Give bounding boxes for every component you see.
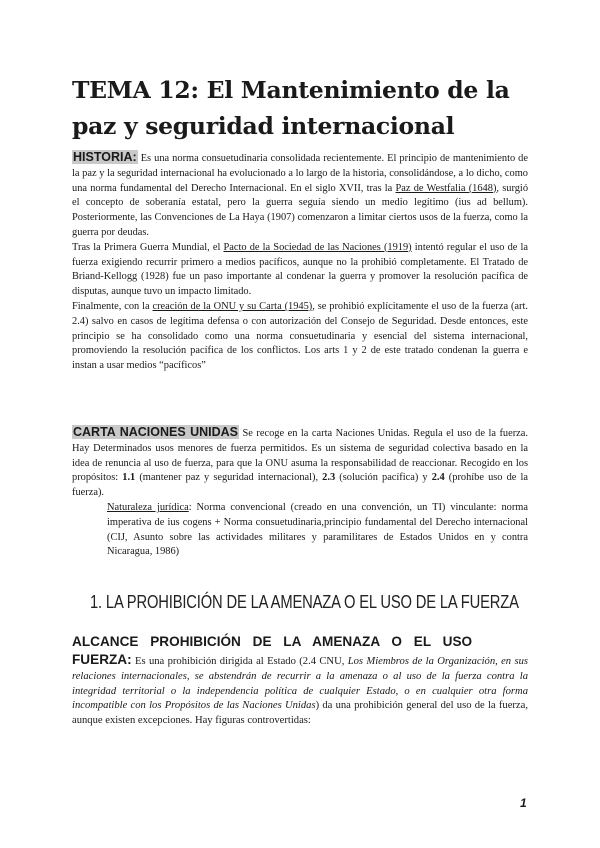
link-creacion-onu: creación de la ONU y su Carta (1945) <box>152 300 313 312</box>
page-number: 1 <box>520 796 527 810</box>
historia-paragraph-1 <box>72 150 528 241</box>
historia-text-2a: Tras la Primera Guerra Mundial, el <box>72 241 224 253</box>
historia-text-3b: , se prohibió explícitamente el uso de la fuerza (art. 2.4) salvo en casos de legítima defensa o con autorización del Consejo de Seguridad. Desde entonces, este principio se ha consolidado como una norma consuetudinaria y esencial del sistema internacional, promoviendo la resolución pacífica de los conflictos. Los arts 1 y 2 de este tratado condenan la guerra e instan a usar medios “pacíficos” <box>72 300 528 372</box>
alcance-section <box>72 653 528 729</box>
carta-text-a: Se recoge en la carta Naciones Unidas. Regula el uso de la fuerza. Hay Determinados usos menores de fuerza permitidos. Es un sistema de seguridad colectiva basado en la idea de renuncia al uso de fuerza, para que la ONU asuma la responsabilidad de reaccionar. Recogido en los propósitos: <box>72 428 529 484</box>
carta-text-c: (solución pacífica) y <box>335 472 432 484</box>
carta-bold-2-4: 2.4 <box>431 472 445 484</box>
naturaleza-juridica-text: : Norma convencional (creado en una convención, un TI) vinculante: norma imperativa de ius cogens + Norma consuetudinaria,principio fundamental del Derecho internacional (CIJ, Asunto sobre las actividades militares y paramilitares de Estados Unidos en y contra Nicaragua, 1986) <box>107 501 528 558</box>
alcance-quote: Los Miembros de la Organización, en sus relaciones internacionales, se abstendrán de recurrir a la amenaza o al uso de la fuerza contra la integridad territorial o la independencia política de cualquier Estado, o en cualquier otra forma incompatible con los Propósitos de las Naciones Unidas <box>72 656 528 712</box>
carta-paragraph <box>72 425 528 501</box>
carta-text-b: (mantener paz y seguridad internacional), <box>135 472 323 484</box>
carta-bold-1-1: 1.1 <box>122 472 136 484</box>
historia-section <box>72 150 528 374</box>
historia-text-1: Es una norma consuetudinaria consolidada recientemente. El principio de mantenimiento de la paz y la seguridad internacional ha evolucionado a lo largo de la historia, consolidándose, a lo dicho, como una norma fundamental del Derecho Internacional. En el siglo XVII, tras la <box>72 153 528 194</box>
alcance-text-2: ) da una prohibición general del uso de la fuerza, aunque existen excepciones. Hay figuras controvertidas: <box>72 700 528 727</box>
page-title: TEMA 12: El Mantenimiento de la paz y seguridad internacional <box>72 76 510 140</box>
alcance-paragraph <box>72 653 528 729</box>
naturaleza-juridica-paragraph <box>72 501 528 560</box>
link-paz-westfalia: Paz de Westfalia (1648) <box>395 182 497 194</box>
section-heading: 1. LA PROHIBICIÓN DE LA AMENAZA O EL USO DE LA FUERZA <box>90 592 519 612</box>
historia-label: HISTORIA: <box>73 150 137 164</box>
alcance-lead: FUERZA: <box>72 652 132 667</box>
historia-text-3a: Finalmente, con la <box>72 300 153 312</box>
carta-text-d: (prohíbe uso de la fuerza). <box>72 472 528 499</box>
carta-bold-2-3: 2.3 <box>322 472 336 484</box>
historia-paragraph-3 <box>72 300 528 374</box>
link-pacto-sociedad-naciones: Pacto de la Sociedad de las Naciones (1919) <box>223 241 412 253</box>
naturaleza-juridica-label: Naturaleza jurídica <box>107 501 189 513</box>
historia-paragraph-2 <box>72 241 528 300</box>
carta-section <box>72 425 528 560</box>
alcance-text-1: Es una prohibición dirigida al Estado (2.4 CNU, <box>131 656 348 667</box>
carta-label: CARTA NACIONES UNIDAS <box>73 425 239 439</box>
alcance-heading: ALCANCE PROHIBICIÓN DE LA AMENAZA O EL USO <box>72 634 473 649</box>
historia-text-1b: , surgió el concepto de soberanía estatal, pero la guerra seguía siendo un medio legítimo (ius ad bellum). Posteriormente, las Convenciones de La Haya (1907) comenzaron a limitar ciertos usos de la fuerza, como la guerra por deudas. <box>72 182 529 238</box>
historia-text-2b: intentó regular el uso de la fuerza exigiendo recurrir primero a medios pacíficos, aunque no la prohibió completamente. El Tratado de Briand-Kellogg (1928) fue un paso importante al condenar la guerra y promover la resolución pacífica de disputas, aunque tuvo un impacto limitado. <box>72 241 529 298</box>
